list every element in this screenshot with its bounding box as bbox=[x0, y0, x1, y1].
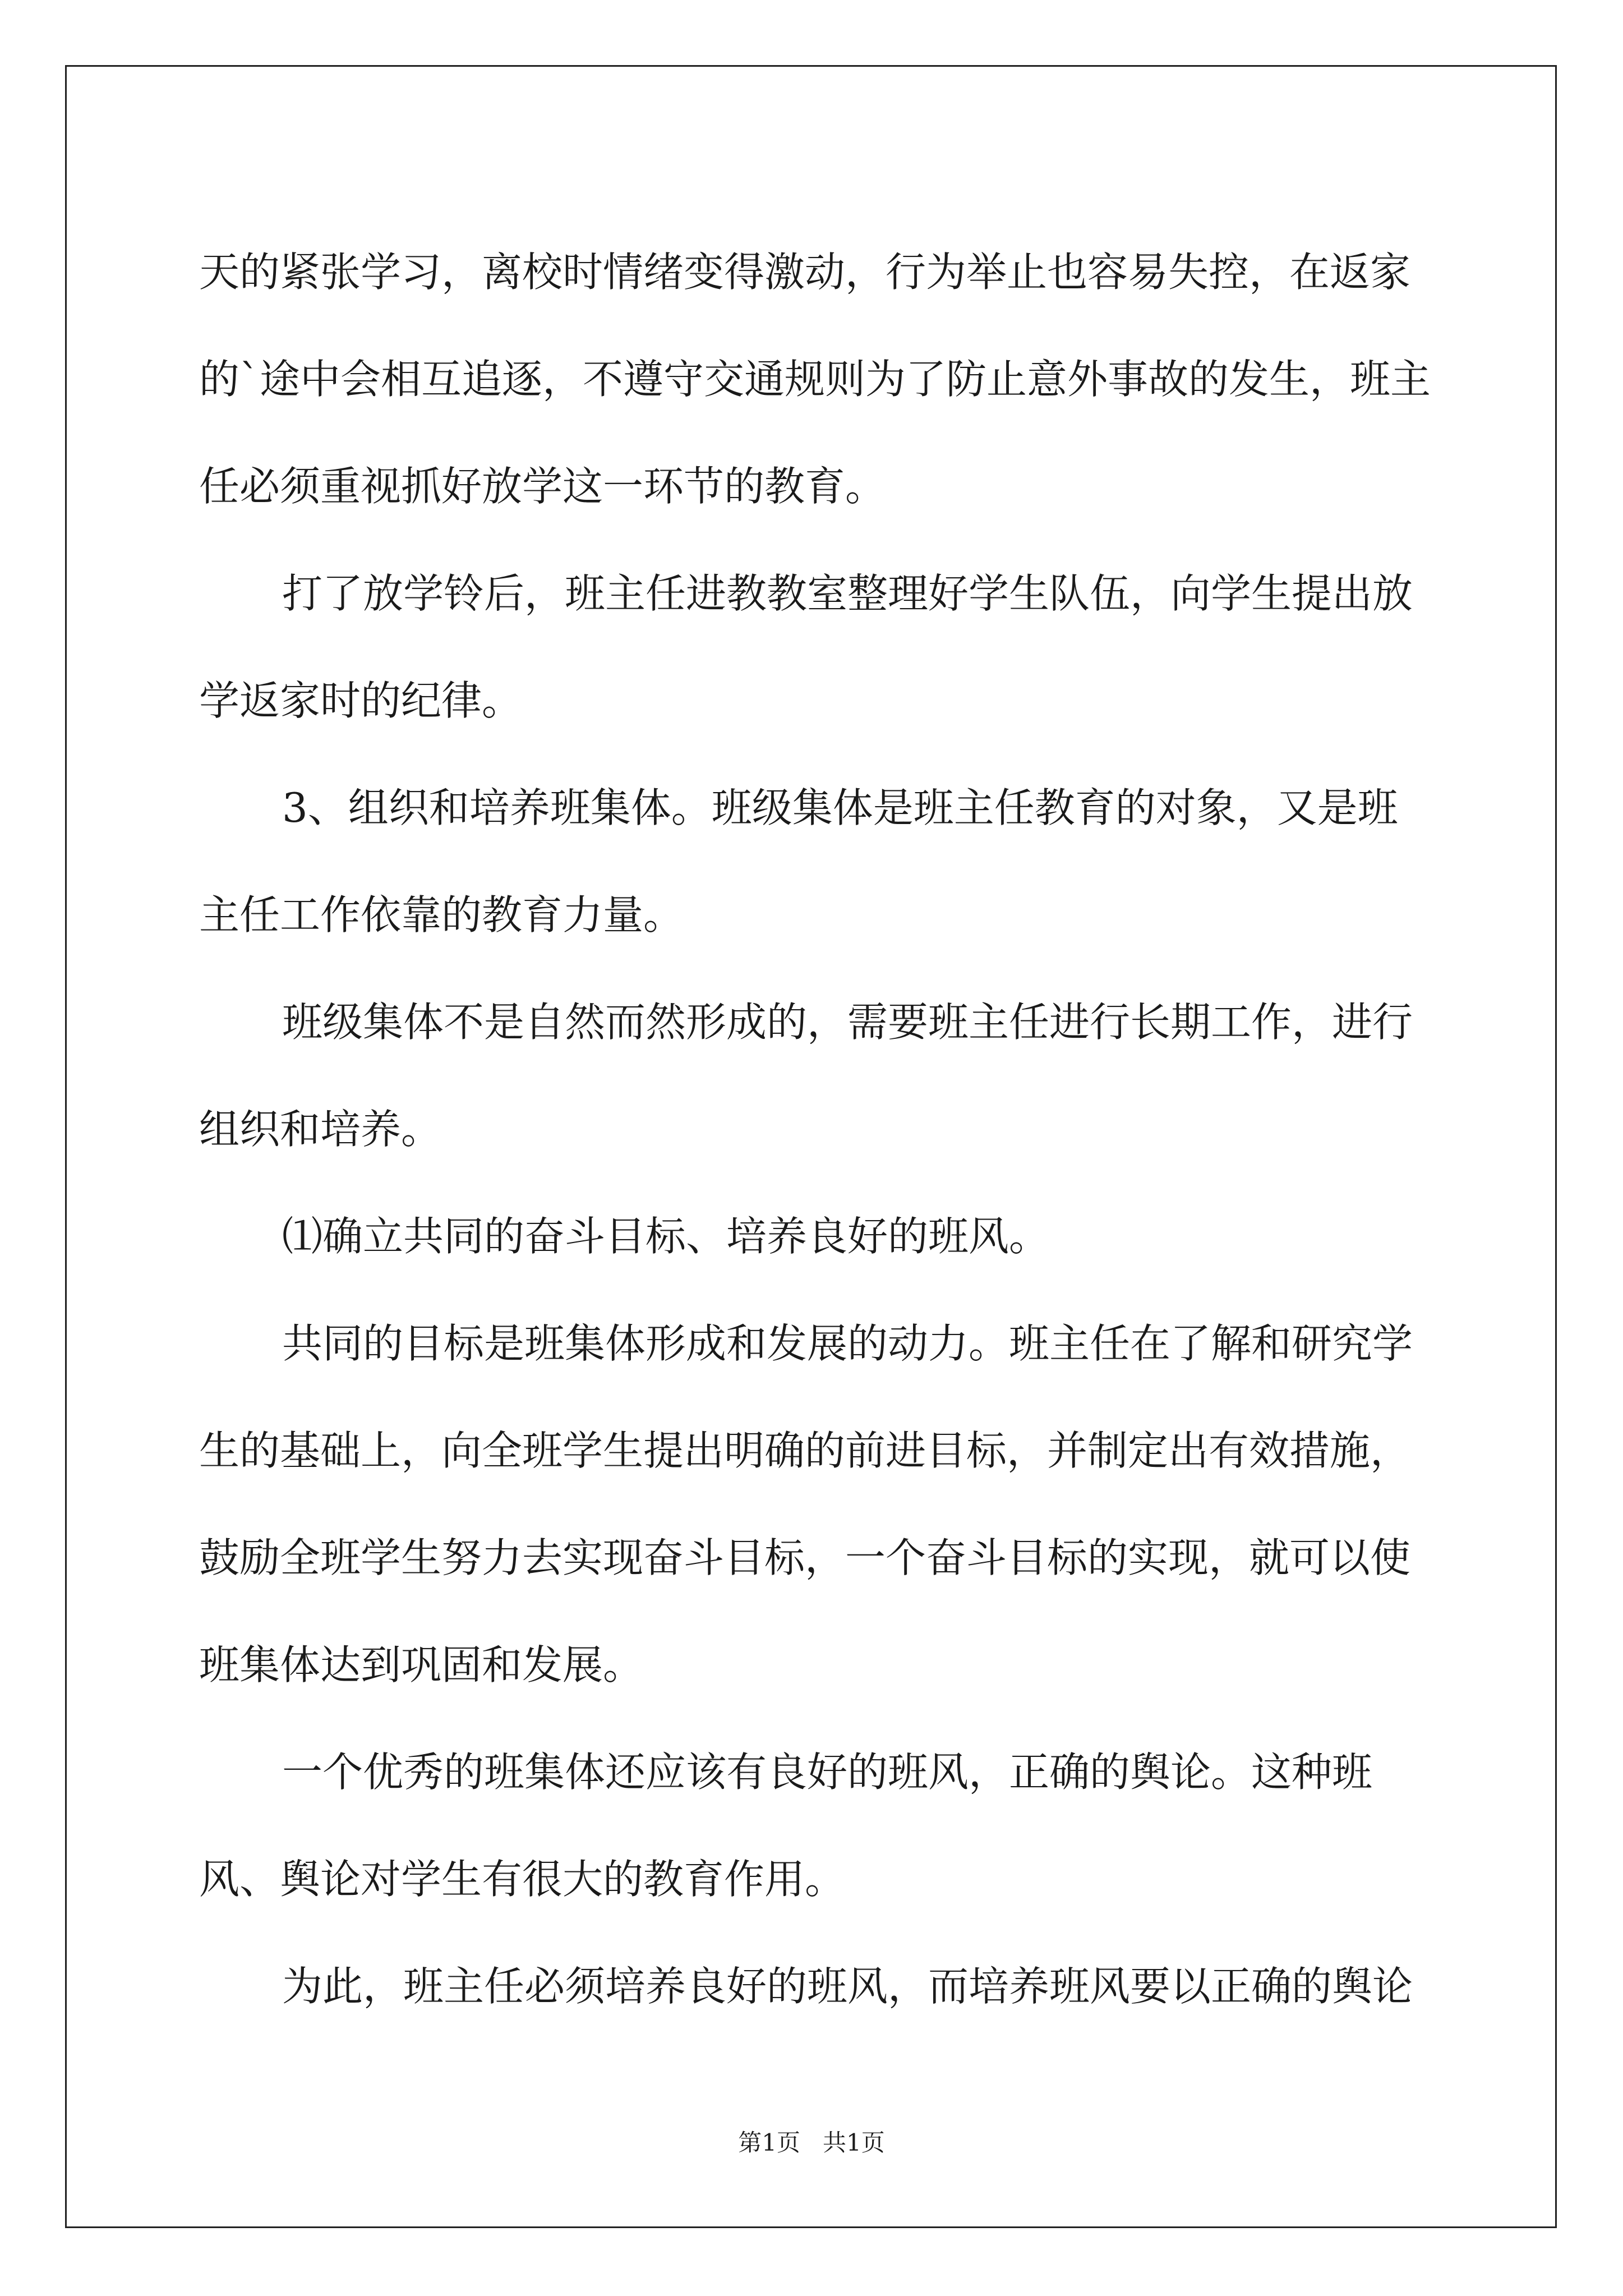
paragraph-8: 为此，班主任必须培养良好的班风，而培养班风要以正确的舆论 bbox=[282, 1963, 1413, 2010]
paragraph-7: 一个优秀的班集体还应该有良好的班风，正确的舆论。这种班风、舆论对学生有很大的教育作用。 bbox=[199, 1749, 1373, 1903]
paragraph-2: 打了放学铃后，班主任进教教室整理好学生队伍，向学生提出放学返家时的纪律。 bbox=[199, 570, 1413, 724]
document-body bbox=[199, 219, 1433, 2040]
paragraph-1: 天的紧张学习，离校时情绪变得激动，行为举止也容易失控，在返家的`途中会相互追逐，不遵守交通规则为了防止意外事故的发生，班主任必须重视抓好放学这一环节的教育。 bbox=[199, 249, 1431, 510]
paragraph-4: 班级集体不是自然而然形成的，需要班主任进行长期工作，进行组织和培养。 bbox=[199, 999, 1413, 1153]
page-number-footer: 第1页 共1页 bbox=[738, 2129, 885, 2156]
paragraph-3: 3、组织和培养班集体。班级集体是班主任教育的对象，又是班主任工作依靠的教育力量。 bbox=[199, 784, 1398, 938]
paragraph-6: 共同的目标是班集体形成和发展的动力。班主任在了解和研究学生的基础上，向全班学生提出明确的前进目标，并制定出有效措施，鼓励全班学生努力去实现奋斗目标，一个奋斗目标的实现，就可以使班集体达到巩固和发展。 bbox=[199, 1320, 1413, 1688]
paragraph-5: ⑴确立共同的奋斗目标、培养良好的班风。 bbox=[282, 1213, 1050, 1260]
